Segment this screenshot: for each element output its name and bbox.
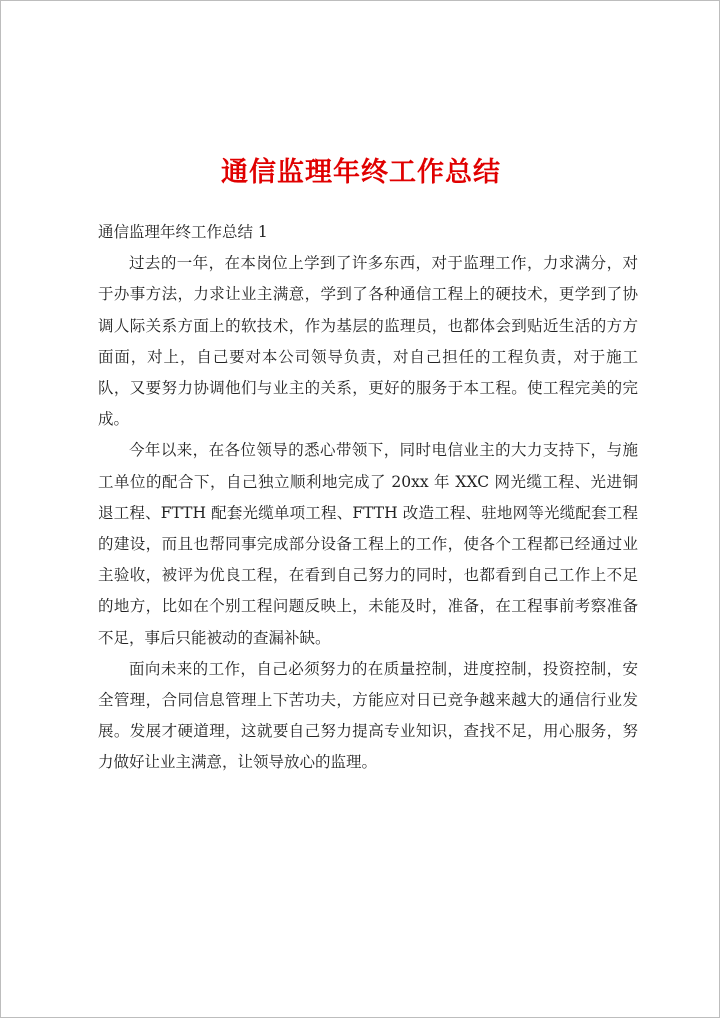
document-title: 通信监理年终工作总结 — [221, 157, 501, 188]
paragraph-1: 过去的一年，在本岗位上学到了许多东西，对于监理工作，力求满分，对于办事方法，力求让业主满意，学到了各种通信工程上的硬技术，更学到了协调人际关系方面上的软技术，作为基层的监理员，也都体会到贴近生活的方方面面，对上，自己要对本公司领导负责，对自己担任的工程负责，对于施工队，又要努力协调他们与业主的关系，更好的服务于本工程。使工程完美的完成。 — [98, 254, 638, 429]
paragraph-2: 今年以来，在各位领导的悉心带领下，同时电信业主的大力支持下，与施工单位的配合下，自己独立顺利地完成了 20xx 年 XXC 网光缆工程、光进铜退工程、FTTH 配套光缆单项工程、FTTH 改造工程、驻地网等光缆配套工程的建设，而且也帮同事完成部分设备工程上的工作，使各个工程都已经通过业主验收，被评为优良工程，在看到自己努力的同时，也都看到自己工作上不足的地方，比如在个别工程问题反映上，未能及时，准备，在工程事前考察准备不足，事后只能被动的查漏补缺。 — [98, 441, 638, 647]
document-body — [98, 217, 638, 779]
section-heading: 通信监理年终工作总结 1 — [98, 223, 268, 241]
paragraph-3: 面向未来的工作，自己必须努力的在质量控制，进度控制，投资控制，安全管理，合同信息管理上下苦功夫，方能应对日已竞争越来越大的通信行业发展。发展才硬道理，这就要自己努力提高专业知识，查找不足，用心服务，努力做好让业主满意，让领导放心的监理。 — [98, 659, 638, 772]
